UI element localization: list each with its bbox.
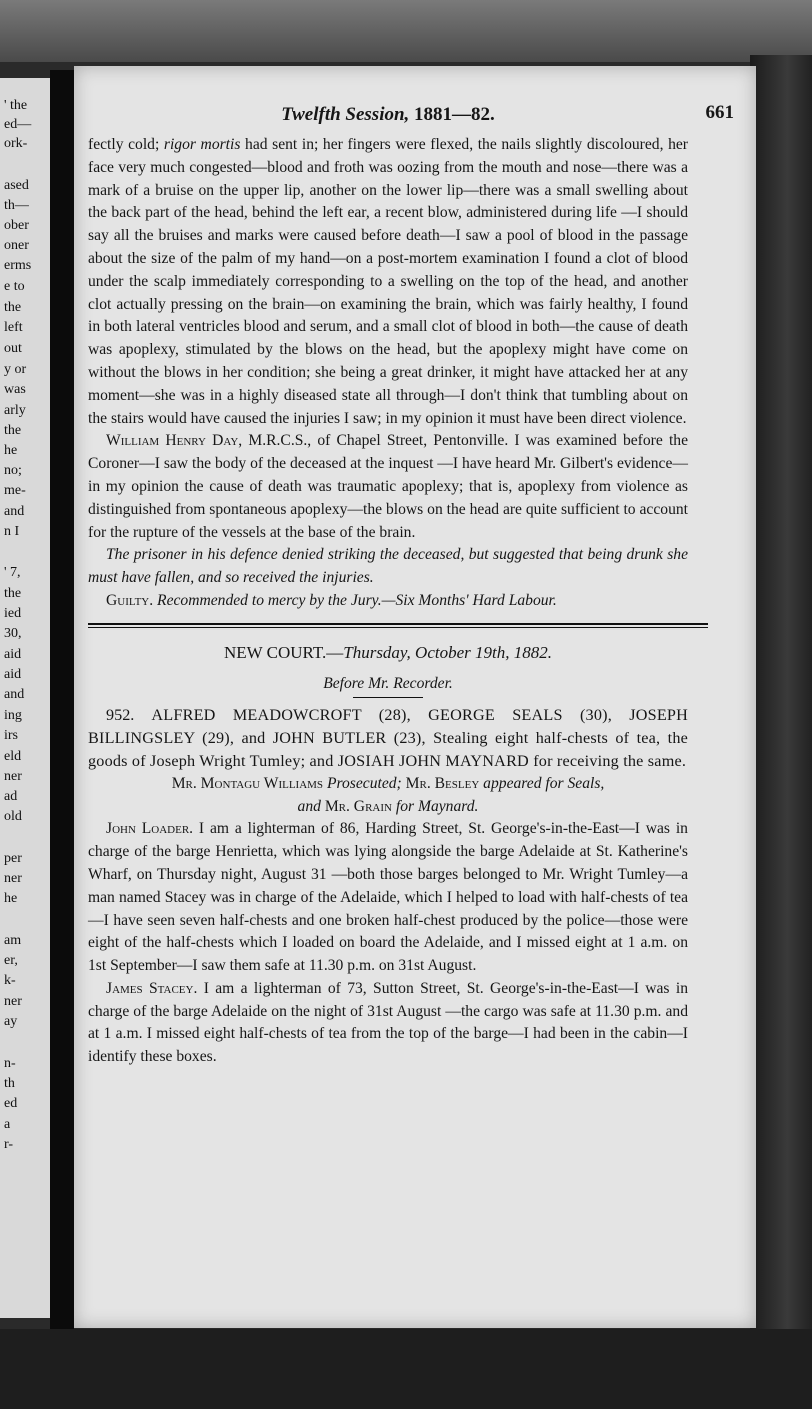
latin-term: rigor mortis <box>163 136 241 153</box>
section-divider <box>88 623 708 628</box>
running-head: Twelfth Session, 1881—82. <box>281 104 495 125</box>
facing-page-fragment: am <box>4 933 22 948</box>
facing-page-fragment: ober <box>4 218 29 233</box>
facing-page-fragment: ork- <box>4 136 28 151</box>
facing-page-fragment: old <box>4 809 22 824</box>
facing-page-fragment: ay <box>4 1014 18 1029</box>
facing-page-fragment: per <box>4 851 22 866</box>
page-number: 661 <box>705 102 734 123</box>
facing-page-fragment: ing <box>4 708 22 723</box>
facing-page-fragment: ed— <box>4 117 32 132</box>
facing-page-fragment: ' 7, <box>4 565 21 580</box>
case-heading: 952. ALFRED MEADOWCROFT (28), GEORGE SEALS (30), JOSEPH BILLINGSLEY (29), and JOHN BUTLER (23), Stealing eight half-chests of tea, the goods of Joseph Wright Tumley; and JOSIAH JOHN MAYNARD for receiving the same. <box>88 706 689 770</box>
facing-page-fragment: aid <box>4 647 22 662</box>
facing-page-fragment: th <box>4 1076 15 1091</box>
facing-page-fragment: me- <box>4 483 26 498</box>
sentence: Recommended to mercy by the Jury.—Six Months' Hard Labour. <box>157 591 557 609</box>
facing-page-fragment: he <box>4 891 18 906</box>
facing-page-fragment: 30, <box>4 626 22 641</box>
facing-page-fragment: ased <box>4 178 29 193</box>
facing-page-fragment: out <box>4 341 22 356</box>
facing-page-fragment: ner <box>4 994 22 1009</box>
facing-page-fragment: ner <box>4 769 22 784</box>
facing-page-fragment: no; <box>4 463 22 478</box>
facing-page-fragment: the <box>4 586 22 601</box>
facing-page-fragment: ad <box>4 789 18 804</box>
facing-page-fragment: ed <box>4 1096 18 1111</box>
facing-page-fragment: e to <box>4 279 25 294</box>
facing-page-fragment: aid <box>4 667 22 682</box>
facing-page-fragment: oner <box>4 238 29 253</box>
book-gutter <box>50 70 74 1330</box>
facing-page-fragment: y or <box>4 362 27 377</box>
facing-page-fragment: was <box>4 382 26 397</box>
facing-page-fragment: a <box>4 1117 11 1132</box>
facing-page-fragment: r- <box>4 1137 14 1152</box>
facing-page-fragment: er, <box>4 953 18 968</box>
counsel-line-2: and Mr. Grain for Maynard. <box>297 797 479 815</box>
verdict-label: Guilty. <box>106 591 154 609</box>
short-divider <box>353 697 423 698</box>
counsel-line-1: Mr. Montagu Williams Prosecuted; Mr. Besley appeared for Seals, <box>171 774 605 792</box>
facing-page-edge <box>0 78 56 1318</box>
facing-page-fragment: he <box>4 443 18 458</box>
facing-page-fragment: left <box>4 320 23 335</box>
facing-page-fragment: irs <box>4 728 18 743</box>
witness-name: James Stacey. <box>106 979 198 997</box>
prisoner-defence: The prisoner in his defence denied striking the deceased, but suggested that being drunk she must have fallen, and so received the injuries. <box>88 546 688 587</box>
facing-page-fragment: ied <box>4 606 22 621</box>
facing-page-fragment: and <box>4 504 25 519</box>
page-content <box>88 98 734 1069</box>
facing-page-fragment: n- <box>4 1056 16 1071</box>
facing-page-fragment: arly <box>4 403 26 418</box>
facing-page-fragment: erms <box>4 258 32 273</box>
facing-page-fragment: ' the <box>4 98 28 113</box>
facing-page-fragment: th— <box>4 198 29 213</box>
verdict <box>88 590 688 613</box>
facing-page-fragment: the <box>4 423 22 438</box>
book-page <box>74 66 756 1328</box>
testimony-stacey: James Stacey. I am a lighterman of 73, Sutton Street, St. George's-in-the-East—I was in charge of the barge Adelaide on the night of 31st August —the cargo was safe at 11.30 p.m. and at 1 a.m. I missed eight half-chests of tea from the top of the barge—I had been in the cabin—I identify these boxes. <box>88 979 688 1066</box>
photo-bottom-background <box>0 1329 812 1409</box>
facing-page-fragment: and <box>4 687 25 702</box>
before-judge: Before Mr. Recorder. <box>323 674 453 692</box>
case-number: 952. <box>106 706 135 725</box>
photo-top-background <box>0 0 812 62</box>
testimony-continuation: fectly cold; rigor mortis had sent in; her fingers were flexed, the nails slightly discoloured, her face very much congested—blood and froth was oozing from the mouth and nose—there was a mark of a bruise on the upper lip, another on the lower lip—there was a small swelling about the back part of the head, behind the left ear, a recent blow, administered during life —I should say all the bruises and marks were caused before death—I saw a pool of blood in the passage about the size of the palm of my hand—on a post-mortem examination I found a clot of blood under the scalp immediately corresponding to a swelling on the top of the head, and another clot actually pressing on the brain—on examining the brain, which was fairly healthy, I found in both lateral ventricles blood and serum, and a small clot of blood in both—the cause of death was apoplexy, stimulated by the blows on the head, but the apoplexy might have come on without the blows in her condition; she being a great drinker, it might have attacked her at any moment—she was in a highly diseased state all through—I don't think that tumbling about on the stairs would have caused the injuries I saw; in my opinion it must have been direct violence. <box>88 136 688 427</box>
facing-page-fragment: ner <box>4 871 22 886</box>
witness-name: William Henry Day, <box>106 432 243 450</box>
testimony-day: William Henry Day, M.R.C.S., of Chapel Street, Pentonville. I was examined before the Coroner—I saw the body of the deceased at the inquest —I have heard Mr. Gilbert's evidence—in my opinion the cause of death was traumatic apoplexy; that is, apoplexy from violence as distinguished from spontaneous apoplexy—the blows on the head are quite sufficient to account for the rupture of the vessels at the base of the brain. <box>88 432 688 541</box>
facing-page-fragment: the <box>4 300 22 315</box>
page-stack-edge <box>750 55 812 1345</box>
witness-name: John Loader. <box>106 820 194 838</box>
testimony-loader: John Loader. I am a lighterman of 86, Harding Street, St. George's-in-the-East—I was in charge of the barge Henrietta, which was lying alongside the barge Adelaide at St. Katherine's Wharf, on Thursday night, August 31 —both those barges belonged to Mr. Wright Tumley—a man named Stacey was in charge of the Adelaide, which I helped to load with half-chests of tea—I have seen seven half-chests and one broken half-chest produced by the police—those were eight of the half-chests which I loaded on board the Adelaide, and I missed eight at 1 a.m. on 1st September—I saw them safe at 11.30 p.m. on 31st August. <box>88 820 688 975</box>
page-header <box>88 98 734 134</box>
facing-page-fragment: n I <box>4 524 20 539</box>
facing-page-fragment: eld <box>4 749 22 764</box>
facing-page-fragment: k- <box>4 973 16 988</box>
court-heading: NEW COURT.—Thursday, October 19th, 1882. <box>224 642 552 662</box>
